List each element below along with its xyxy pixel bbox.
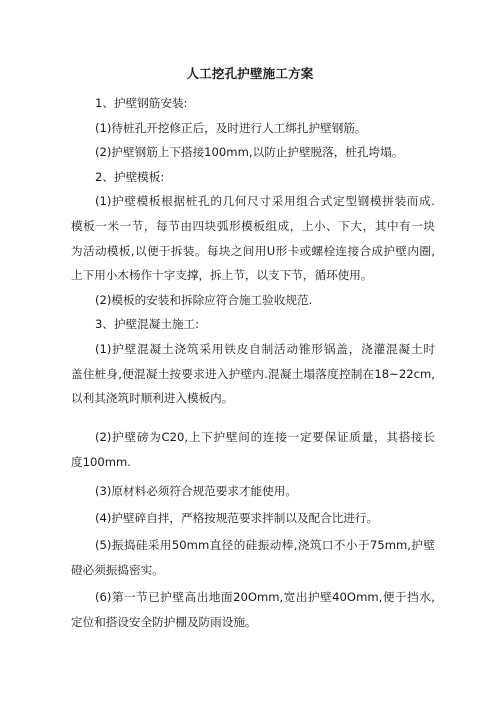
paragraph-line: (4)护壁碎自拌，严格按规范要求拌制以及配合比进行。 (95, 511, 379, 525)
document-title: 人工挖孔护壁施工方案 (186, 66, 314, 81)
paragraph-line: (2)护壁钢筋上下搭接100mm,以防止护壁脱落，桩孔垮塌。 (95, 145, 404, 160)
section-1 (71, 91, 435, 165)
paragraph-line: (1)待桩孔开挖修正后，及时进行人工绑扎护壁钢筋。 (95, 120, 367, 135)
paragraph-line: (1)护壁混凝土浇筑采用铁皮自制活动锥形锅盖，浇灌混凝土时 (95, 341, 435, 356)
paragraph-line: 上下用小木杨作十字支撑，拆上节，以支下节，循环使用。 (71, 268, 373, 283)
paragraph-line: 磴必须振捣密实。 (71, 562, 164, 577)
paragraph-line: (2)模板的安装和拆除应符合施工验收规范. (95, 292, 313, 307)
paragraph-line: (6)第一节已护壁高出地面20Omm,宽出护壁40Omm,便于挡水, (95, 590, 435, 604)
paragraph-line: 为活动模板,以便于拆装。每块之间用U形卡或螺栓连接合成护壁内圈, (71, 243, 435, 258)
section-3-item-2 (71, 425, 435, 474)
section-3-item-6 (71, 585, 435, 634)
paragraph-line: 定位和搭设安全防护棚及防雨设施。 (71, 614, 257, 629)
paragraph-line: (3)原材料必须符合规范要求才能使用。 (95, 484, 297, 498)
section-3-item-3 (71, 479, 435, 504)
section-3-item-4 (71, 506, 435, 531)
section-heading: 3、护壁混凝土施工: (95, 317, 200, 332)
paragraph-line: 模板一米一节，每节由四块弧形模板组成，上小、下大，其中有一块 (71, 218, 435, 233)
section-heading: 2、护壁模板: (95, 169, 165, 184)
paragraph-line: (2)护壁磅为C20,上下护壁间的连接一定要保证质量，其搭接长 (95, 430, 435, 444)
section-heading: 1、护壁钢筋安装: (95, 96, 188, 110)
paragraph-line: 度100mm. (71, 454, 131, 469)
paragraph-line: (5)振捣硅采用50mm直径的硅振动棒,浇筑口不小于75mm,护壁 (95, 538, 435, 552)
section-3-item-5 (71, 533, 435, 582)
paragraph-line: (1)护壁模板根据桩孔的几何尺寸采用组合式定型钢模拼装而成. (95, 194, 435, 209)
paragraph-line: 盖住桩身,便混凝土按要求进入护壁内.混凝土塌落度控制在18~22cm, (71, 366, 435, 381)
paragraph-line: 以利其浇筑时顺利进入模板内。 (71, 391, 234, 406)
section-3 (71, 312, 435, 410)
section-2 (71, 165, 435, 313)
